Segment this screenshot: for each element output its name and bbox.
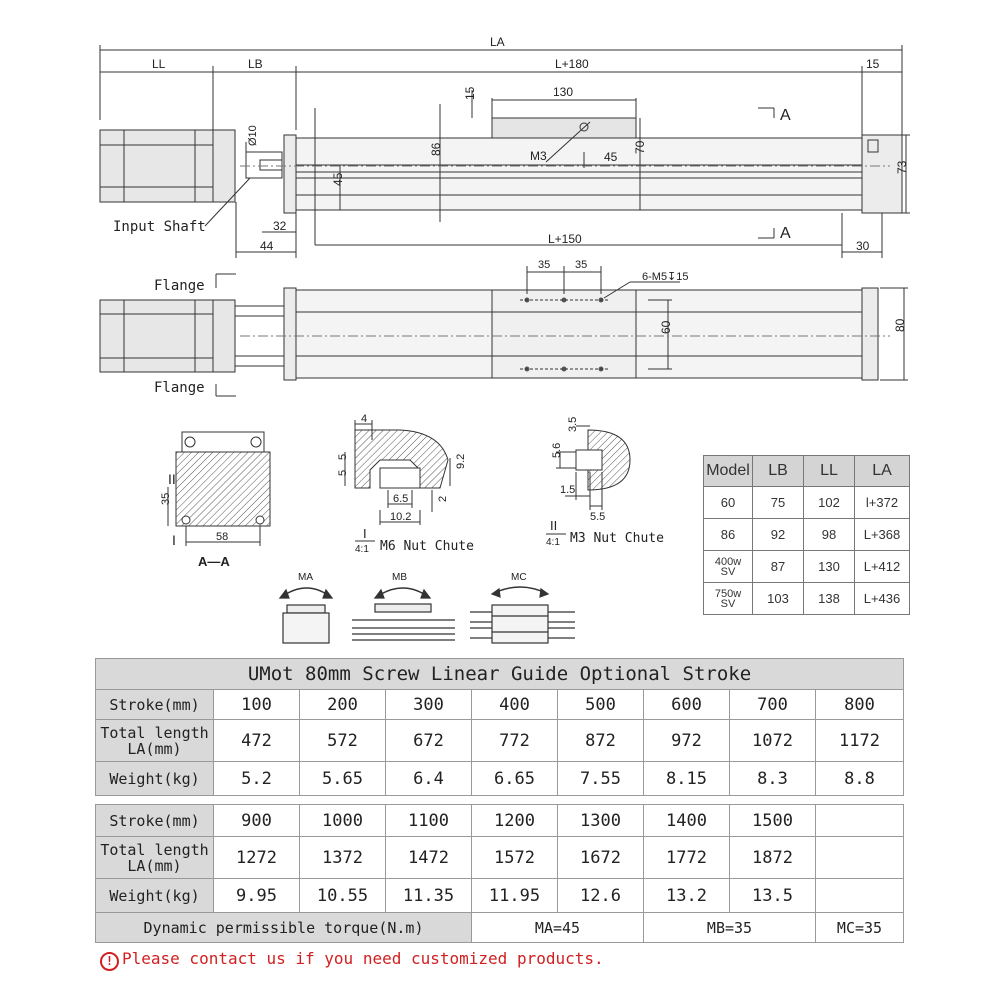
section-arrow-label-bottom: A (780, 225, 791, 242)
detail-i-dim-9-2: 9.2 (455, 453, 467, 469)
dim-35-a: 35 (538, 260, 551, 271)
length-value: 872 (558, 720, 644, 762)
weight-value: 5.2 (214, 762, 300, 796)
table-row (704, 551, 910, 583)
weight-value: 8.15 (644, 762, 730, 796)
model-name: 750w (714, 587, 742, 600)
stroke-value: 100 (214, 690, 300, 720)
ll-cell: 102 (804, 487, 855, 519)
table-row (704, 487, 910, 519)
empty-cell (816, 879, 904, 913)
stroke-value: 200 (300, 690, 386, 720)
detail-i-caption: M6 Nut Chute (380, 539, 474, 554)
weight-value: 11.35 (386, 879, 472, 913)
detail-ii-dim-3-5: 3.5 (567, 416, 579, 432)
length-value: 972 (644, 720, 730, 762)
stroke-value: 1100 (386, 805, 472, 837)
table-row (96, 690, 904, 720)
section-aa-dim-58: 58 (216, 531, 229, 543)
input-shaft-label: Input Shaft (113, 219, 206, 235)
length-value: 1472 (386, 837, 472, 879)
table-row (704, 583, 910, 615)
model-name: 400w (714, 555, 742, 568)
section-aa-label: A—A (198, 554, 230, 569)
model-cell: 86 (704, 519, 753, 551)
weight-value: 13.2 (644, 879, 730, 913)
flange-label-bottom: Flange (154, 380, 205, 396)
weight-value: 12.6 (558, 879, 644, 913)
stroke-value: 1300 (558, 805, 644, 837)
stroke-value: 1500 (730, 805, 816, 837)
dim-6-m5: 6-M5↧15 (642, 271, 689, 283)
dim-35-b: 35 (575, 260, 588, 271)
dim-73: 73 (895, 160, 909, 174)
detail-ii-dim-5-6: 5.6 (551, 442, 563, 458)
weight-label: Weight(kg) (96, 762, 214, 796)
detail-ii-scale: 4:1 (546, 537, 560, 548)
weight-value: 13.5 (730, 879, 816, 913)
ll-cell: 138 (804, 583, 855, 615)
total-length-label-line1: Total length (100, 723, 209, 742)
dim-45-carriage: 45 (604, 150, 618, 164)
length-value: 572 (300, 720, 386, 762)
detail-i-dim-5b: 5 (337, 469, 349, 476)
detail-i-dim-4: 4 (361, 413, 368, 425)
top-view-drawing (0, 260, 1000, 400)
la-cell: l+372 (855, 487, 910, 519)
model-table-header-row (704, 456, 910, 487)
stroke-value: 500 (558, 690, 644, 720)
stroke-value: 300 (386, 690, 472, 720)
lb-cell: 75 (753, 487, 804, 519)
dim-80: 80 (893, 318, 907, 332)
table-row (96, 720, 904, 762)
detail-i-dim-2: 2 (437, 495, 449, 502)
weight-value: 6.65 (472, 762, 558, 796)
length-value: 1072 (730, 720, 816, 762)
total-length-label (96, 837, 214, 879)
model-table-header: LA (855, 456, 910, 487)
weight-label: Weight(kg) (96, 879, 214, 913)
model-cell (704, 551, 753, 583)
stroke-value: 1000 (300, 805, 386, 837)
torque-mc: MC=35 (816, 913, 904, 943)
length-value: 472 (214, 720, 300, 762)
detail-ii-roman: II (550, 518, 558, 533)
dim-l180: L+180 (555, 57, 589, 71)
dim-la: LA (490, 35, 505, 49)
lb-cell: 87 (753, 551, 804, 583)
stroke-value: 1200 (472, 805, 558, 837)
dim-15-vertical: 15 (463, 86, 477, 100)
weight-value: 11.95 (472, 879, 558, 913)
la-cell: L+412 (855, 551, 910, 583)
dim-32: 32 (273, 219, 287, 233)
length-value: 1772 (644, 837, 730, 879)
length-value: 1672 (558, 837, 644, 879)
stroke-value: 600 (644, 690, 730, 720)
stroke-table-2 (95, 804, 904, 943)
length-value: 772 (472, 720, 558, 762)
ll-cell: 98 (804, 519, 855, 551)
detail-i-scale: 4:1 (355, 544, 369, 555)
length-value: 672 (386, 720, 472, 762)
warning-icon: ! (100, 952, 119, 971)
model-table (703, 455, 910, 615)
dim-ll: LL (152, 57, 166, 71)
moment-icons (270, 565, 590, 655)
weight-value: 6.4 (386, 762, 472, 796)
table-row (96, 837, 904, 879)
detail-ii-dim-5-5: 5.5 (590, 511, 606, 523)
model-suffix: SV (720, 565, 736, 578)
length-value: 1872 (730, 837, 816, 879)
model-suffix: SV (720, 597, 736, 610)
stroke-label: Stroke(mm) (96, 805, 214, 837)
model-table-header: Model (704, 456, 753, 487)
dim-70: 70 (633, 140, 647, 154)
section-aa-roman-ii: II (168, 471, 176, 487)
model-table-header: LB (753, 456, 804, 487)
model-cell (704, 583, 753, 615)
custom-note-text: Please contact us if you need customized products. (122, 949, 604, 968)
total-length-label-line2: LA(mm) (127, 856, 182, 875)
length-value: 1372 (300, 837, 386, 879)
la-cell: L+436 (855, 583, 910, 615)
length-value: 1572 (472, 837, 558, 879)
lb-cell: 103 (753, 583, 804, 615)
torque-mb: MB=35 (644, 913, 816, 943)
stroke-label: Stroke(mm) (96, 690, 214, 720)
weight-value: 8.8 (816, 762, 904, 796)
model-cell: 60 (704, 487, 753, 519)
model-table-header: LL (804, 456, 855, 487)
moment-mb-label: MB (392, 572, 407, 583)
total-length-label-line2: LA(mm) (127, 739, 182, 758)
stroke-value: 900 (214, 805, 300, 837)
detail-i-dim-5a: 5 (337, 453, 349, 460)
detail-i-dim-6-5: 6.5 (393, 493, 409, 505)
section-views-drawing (0, 405, 700, 570)
weight-value: 10.55 (300, 879, 386, 913)
table-row (96, 913, 904, 943)
la-cell: L+368 (855, 519, 910, 551)
weight-value: 5.65 (300, 762, 386, 796)
table-row (96, 762, 904, 796)
custom-note (100, 949, 604, 971)
empty-cell (816, 837, 904, 879)
weight-value: 8.3 (730, 762, 816, 796)
section-aa-dim-35: 35 (160, 492, 172, 505)
stroke-value: 1400 (644, 805, 730, 837)
detail-i-roman: I (363, 526, 367, 541)
lb-cell: 92 (753, 519, 804, 551)
dim-60: 60 (659, 320, 673, 334)
dim-30: 30 (856, 239, 870, 253)
dim-15-top: 15 (866, 57, 880, 71)
stroke-value: 700 (730, 690, 816, 720)
table-row (96, 879, 904, 913)
dim-diameter-10: Ø10 (247, 125, 259, 146)
total-length-label-line1: Total length (100, 840, 209, 859)
detail-i-dim-10-2: 10.2 (390, 511, 412, 523)
length-value: 1272 (214, 837, 300, 879)
section-arrow-label-top: A (780, 107, 791, 124)
dim-86: 86 (429, 142, 443, 156)
stroke-table-1 (95, 658, 904, 796)
detail-ii-caption: M3 Nut Chute (570, 531, 664, 546)
dim-130: 130 (553, 85, 574, 99)
moment-mc-label: MC (511, 572, 527, 583)
stroke-value: 400 (472, 690, 558, 720)
dim-45-left: 45 (331, 172, 345, 186)
dim-44: 44 (260, 239, 274, 253)
section-aa-roman-i: I (172, 532, 176, 548)
detail-ii-dim-1-5: 1.5 (560, 484, 576, 496)
stroke-table-title: UMot 80mm Screw Linear Guide Optional Stroke (96, 659, 904, 690)
dim-lb: LB (248, 57, 263, 71)
stroke-value: 800 (816, 690, 904, 720)
torque-label: Dynamic permissible torque(N.m) (96, 913, 472, 943)
torque-ma: MA=45 (472, 913, 644, 943)
moment-ma-label: MA (298, 572, 313, 583)
empty-cell (816, 805, 904, 837)
total-length-label (96, 720, 214, 762)
weight-value: 9.95 (214, 879, 300, 913)
table-row (704, 519, 910, 551)
dim-m3: M3 (530, 149, 547, 163)
ll-cell: 130 (804, 551, 855, 583)
dim-l150: L+150 (548, 232, 582, 246)
flange-label-top: Flange (154, 278, 205, 294)
length-value: 1172 (816, 720, 904, 762)
table-row (96, 805, 904, 837)
side-view-drawing (0, 0, 1000, 260)
weight-value: 7.55 (558, 762, 644, 796)
